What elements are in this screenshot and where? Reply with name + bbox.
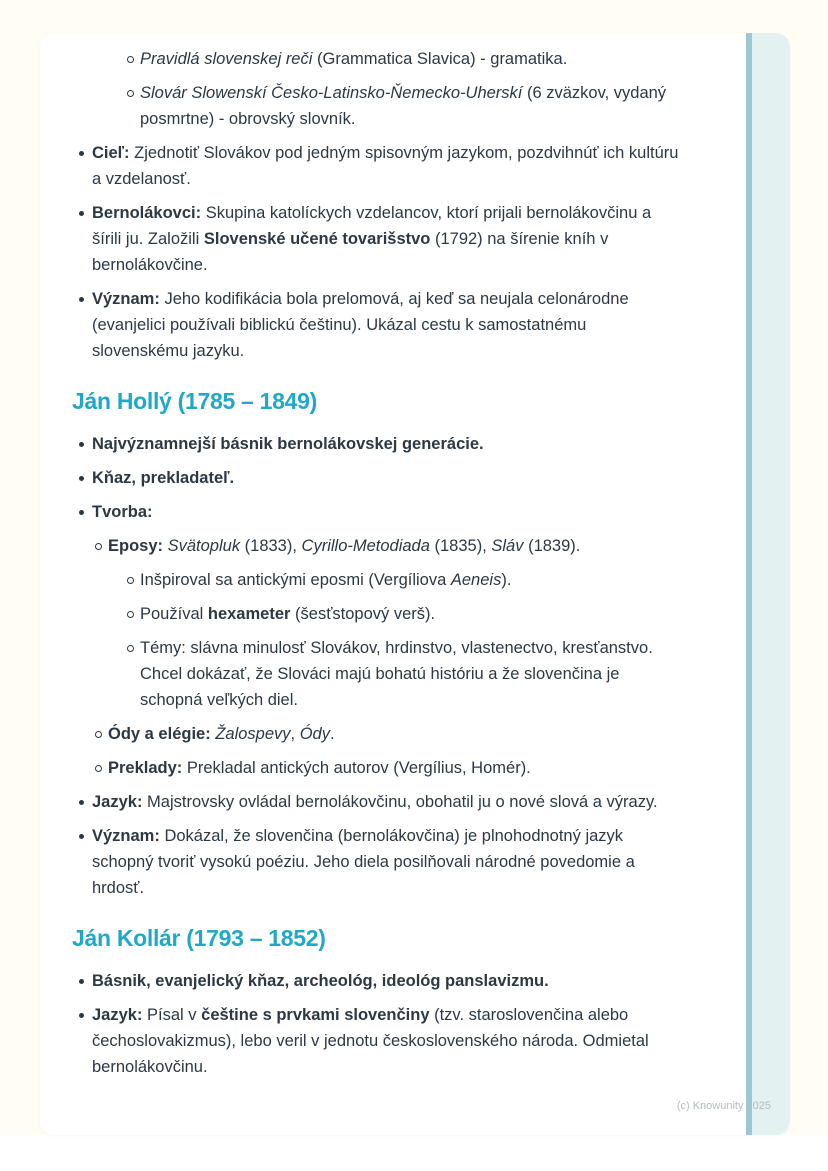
rich-text: Cieľ: Zjednotiť Slovákov pod jedným spisovným jazykom, pozdvihnúť ich kultúru a vzdelanosť.: [92, 144, 679, 188]
circle-bullet-icon: [95, 731, 102, 738]
list-item: [40, 499, 682, 525]
rich-text: Bernolákovci: Skupina katolíckych vzdelancov, ktorí prijali bernolákovčinu a šírili ju. Založili Slovenské učené tovarišstvo (1792) na šírenie kníh v bernolákovčine.: [92, 204, 652, 274]
circle-bullet-icon: [95, 543, 102, 550]
document-page: [40, 33, 790, 1135]
bullet-icon: [79, 800, 84, 805]
scrollbar[interactable]: [746, 33, 790, 1135]
rich-text: Kňaz, prekladateľ.: [92, 469, 235, 487]
scrollbar-thumb[interactable]: [746, 33, 752, 1135]
rich-text: Ódy a elégie: Žalospevy, Ódy.: [108, 725, 335, 743]
circle-bullet-icon: [127, 611, 134, 618]
circle-bullet-icon: [127, 56, 134, 63]
list-item: [40, 789, 682, 815]
circle-bullet-icon: [95, 765, 102, 772]
scrollbar-track[interactable]: [752, 33, 790, 1135]
watermark-text: (c) Knowunity 2025: [676, 1100, 771, 1112]
bullet-icon: [79, 476, 84, 481]
rich-text: Význam: Jeho kodifikácia bola prelomová, aj keď sa neujala celonárodne (evanjelici používali biblickú češtinu). Ukázal cestu k samostatnému slovenskému jazyku.: [92, 290, 629, 360]
list-item: [40, 968, 682, 994]
rich-text: Pravidlá slovenskej reči (Grammatica Slavica) - gramatika.: [140, 50, 568, 68]
list-item: [40, 286, 682, 364]
bullet-icon: [79, 979, 84, 984]
rich-text: Jazyk: Písal v češtine s prvkami slovenčiny (tzv. staroslovenčina alebo čechoslovakizmus), lebo veril v jednotu československého národa. Odmietal bernolákovčinu.: [92, 1006, 649, 1076]
circle-bullet-icon: [127, 90, 134, 97]
list-item: [40, 431, 682, 457]
rich-text: Najvýznamnejší básnik bernolákovskej generácie.: [92, 435, 484, 453]
rich-text: Básnik, evanjelický kňaz, archeológ, ideológ panslavizmu.: [92, 972, 549, 990]
rich-text: Význam: Dokázal, že slovenčina (bernolákovčina) je plnohodnotný jazyk schopný tvoriť vysokú poéziu. Jeho diela posilňovali národné povedomie a hrdosť.: [92, 827, 635, 897]
document-content: [40, 33, 746, 1088]
bullet-icon: [79, 834, 84, 839]
list-item: [40, 465, 682, 491]
list-item: [40, 200, 682, 278]
bullet-icon: [79, 297, 84, 302]
section-heading-jan-holly: Ján Hollý (1785 – 1849): [72, 388, 317, 414]
list-item: [40, 755, 682, 781]
bullet-icon: [79, 151, 84, 156]
rich-text: Slovár Slowenskí Česko-Latinsko-Ňemecko-Uherskí (6 zväzkov, vydaný posmrtne) - obrovský slovník.: [140, 84, 667, 128]
rich-text: Inšpiroval sa antickými eposmi (Vergíliova Aeneis).: [140, 571, 512, 589]
bullet-icon: [79, 442, 84, 447]
rich-text: Eposy: Svätopluk (1833), Cyrillo-Metodiada (1835), Sláv (1839).: [108, 537, 581, 555]
list-item: [40, 601, 682, 627]
list-item: [40, 140, 682, 192]
rich-text: Preklady: Prekladal antických autorov (Vergílius, Homér).: [108, 759, 531, 777]
list-item: [40, 823, 682, 901]
section-heading-jan-kollar: Ján Kollár (1793 – 1852): [72, 925, 326, 951]
bullet-icon: [79, 211, 84, 216]
circle-bullet-icon: [127, 577, 134, 584]
bullet-icon: [79, 510, 84, 515]
rich-text: Tvorba:: [92, 503, 153, 521]
list-item: [40, 721, 682, 747]
list-item: [40, 1002, 682, 1080]
circle-bullet-icon: [127, 645, 134, 652]
list-item: [40, 635, 682, 713]
rich-text: Jazyk: Majstrovsky ovládal bernolákovčinu, obohatil ju o nové slová a výrazy.: [92, 793, 658, 811]
rich-text: Témy: slávna minulosť Slovákov, hrdinstvo, vlastenectvo, kresťanstvo. Chcel dokázať, že Slováci majú bohatú históriu a že slovenčina je schopná veľkých diel.: [140, 639, 653, 709]
list-item: [40, 46, 682, 72]
list-item: [40, 80, 682, 132]
rich-text: Používal hexameter (šesťstopový verš).: [140, 605, 436, 623]
list-item: [40, 533, 682, 559]
bullet-icon: [79, 1013, 84, 1018]
list-item: [40, 567, 682, 593]
